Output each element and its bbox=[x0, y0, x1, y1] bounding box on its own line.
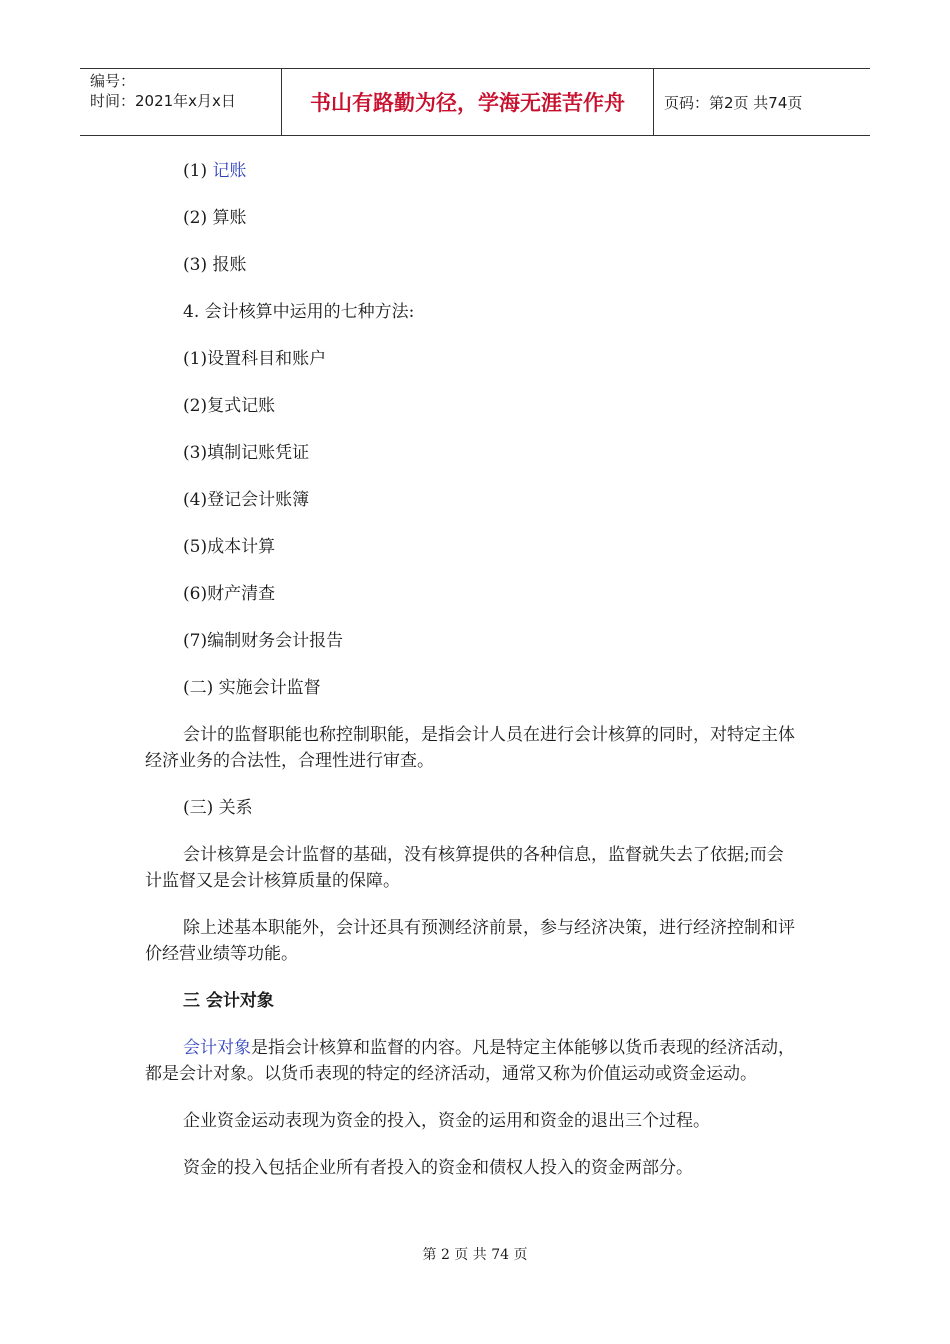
method-item: (2)复式记账 bbox=[183, 396, 276, 416]
page-header bbox=[80, 68, 870, 136]
paragraph-accounting-object bbox=[145, 1035, 797, 1087]
paragraph-supervision: 会计的监督职能也称控制职能，是指会计人员在进行会计核算的同时，对特定主体经济业务的合法性，合理性进行审查。 bbox=[145, 725, 795, 771]
header-motto: 书山有路勤为径，学海无涯苦作舟 bbox=[282, 69, 654, 135]
list-item-3: (3) 报账 bbox=[183, 255, 247, 275]
date-label: 时间：2021年x月x日 bbox=[90, 92, 236, 110]
subheading-supervision: (二) 实施会计监督 bbox=[183, 678, 321, 698]
list-item-1 bbox=[145, 158, 797, 184]
page-footer: 第 2 页 共 74 页 bbox=[422, 1247, 528, 1263]
header-info bbox=[80, 69, 282, 135]
accounting-object-text: 是指会计核算和监督的内容。凡是特定主体能够以货币表现的经济活动，都是会计对象。以货币表现的特定的经济活动，通常又称为价值运动或资金运动。 bbox=[145, 1038, 795, 1084]
heading-methods: 4. 会计核算中运用的七种方法: bbox=[183, 302, 415, 322]
paragraph-capital-movement: 企业资金运动表现为资金的投入，资金的运用和资金的退出三个过程。 bbox=[183, 1111, 710, 1131]
accounting-object-link[interactable]: 会计对象 bbox=[183, 1038, 251, 1058]
method-item: (4)登记会计账簿 bbox=[183, 490, 310, 510]
paragraph-other-functions: 除上述基本职能外，会计还具有预测经济前景，参与经济决策，进行经济控制和评价经营业绩等功能。 bbox=[145, 918, 795, 964]
method-item: (1)设置科目和账户 bbox=[183, 349, 327, 369]
section-heading-accounting-object: 三 会计对象 bbox=[183, 991, 274, 1011]
method-item: (6)财产清查 bbox=[183, 584, 276, 604]
method-item: (3)填制记账凭证 bbox=[183, 443, 310, 463]
method-item: (7)编制财务会计报告 bbox=[183, 631, 344, 651]
document-body bbox=[145, 158, 797, 1202]
item1-number: (1) bbox=[183, 161, 208, 181]
subheading-relation: (三) 关系 bbox=[183, 798, 253, 818]
method-item: (5)成本计算 bbox=[183, 537, 276, 557]
paragraph-relation: 会计核算是会计监督的基础，没有核算提供的各种信息，监督就失去了依据;而会计监督又是会计核算质量的保障。 bbox=[145, 845, 784, 891]
bookkeeping-link[interactable]: 记账 bbox=[212, 161, 247, 181]
header-page-label: 页码：第2页 共74页 bbox=[664, 93, 803, 112]
list-item-2: (2) 算账 bbox=[183, 208, 247, 228]
paragraph-capital-input: 资金的投入包括企业所有者投入的资金和债权人投入的资金两部分。 bbox=[183, 1158, 693, 1178]
number-label: 编号： bbox=[90, 72, 136, 90]
